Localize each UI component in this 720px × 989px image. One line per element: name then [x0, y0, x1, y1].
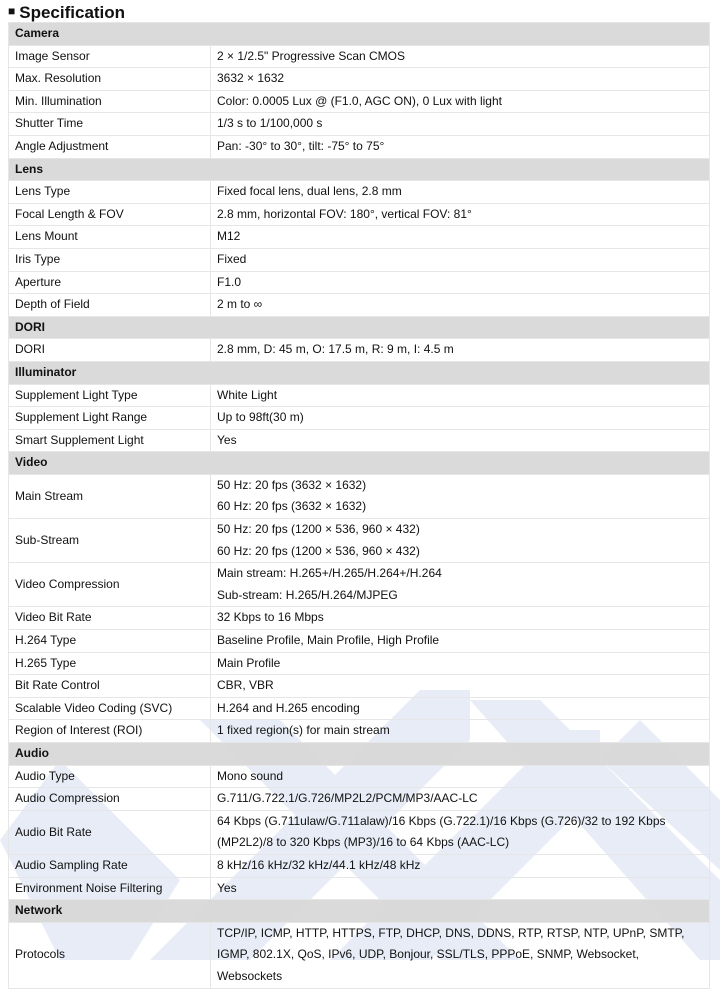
spec-value-line: Up to 98ft(30 m): [217, 410, 304, 425]
spec-value: [211, 810, 710, 854]
spec-value: [211, 113, 710, 136]
spec-label: Supplement Light Type: [9, 384, 211, 407]
section-title: Lens: [9, 158, 710, 181]
spec-value-line: 2.8 mm, horizontal FOV: 180°, vertical FOV: 81°: [217, 206, 472, 221]
spec-label: Video Compression: [9, 563, 211, 607]
title-text: Specification: [19, 3, 126, 22]
spec-value-line: 2.8 mm, D: 45 m, O: 17.5 m, R: 9 m, I: 4.5 m: [217, 342, 454, 357]
spec-label: Focal Length & FOV: [9, 203, 211, 226]
table-row: [9, 113, 710, 136]
spec-value-line: M12: [217, 229, 241, 244]
section-title: Illuminator: [9, 361, 710, 384]
spec-value-line: White Light: [217, 387, 278, 402]
spec-value-line: 32 Kbps to 16 Mbps: [217, 610, 324, 625]
spec-value: [211, 675, 710, 698]
table-row: [9, 877, 710, 900]
spec-value-line: Fixed: [217, 251, 247, 266]
table-row: [9, 429, 710, 452]
table-row: [9, 271, 710, 294]
spec-value: [211, 877, 710, 900]
spec-label: Audio Sampling Rate: [9, 854, 211, 877]
spec-value-line: Sub-stream: H.265/H.264/MJPEG: [217, 587, 398, 602]
spec-label: Bit Rate Control: [9, 675, 211, 698]
spec-label: Max. Resolution: [9, 68, 211, 91]
section-header-illuminator: [9, 361, 710, 384]
table-row: [9, 248, 710, 271]
spec-value-line: 3632 × 1632: [217, 71, 285, 86]
section-header-video: [9, 452, 710, 475]
spec-value: [211, 697, 710, 720]
spec-value-line: Main stream: H.265+/H.265/H.264+/H.264: [217, 566, 442, 581]
table-row: [9, 765, 710, 788]
spec-value: [211, 226, 710, 249]
spec-value: [211, 922, 710, 988]
spec-value-line: 2 m to ∞: [217, 297, 263, 312]
spec-label: Environment Noise Filtering: [9, 877, 211, 900]
spec-value: [211, 135, 710, 158]
spec-label: Aperture: [9, 271, 211, 294]
section-title: Camera: [9, 23, 710, 46]
table-row: [9, 788, 710, 811]
spec-value-line: 2 × 1/2.5" Progressive Scan CMOS: [217, 48, 406, 63]
spec-value-line: G.711/G.722.1/G.726/MP2L2/PCM/MP3/AAC-LC: [217, 791, 478, 806]
spec-value: [211, 248, 710, 271]
section-header-audio: [9, 743, 710, 766]
spec-value: [211, 90, 710, 113]
table-row: [9, 922, 710, 988]
spec-value: [211, 607, 710, 630]
spec-value-line: Websockets: [217, 968, 283, 983]
spec-value: [211, 203, 710, 226]
spec-label: Audio Type: [9, 765, 211, 788]
table-row: [9, 652, 710, 675]
spec-value: [211, 630, 710, 653]
table-row: [9, 607, 710, 630]
spec-value: [211, 68, 710, 91]
spec-value-line: IGMP, 802.1X, QoS, IPv6, UDP, Bonjour, SSL/TLS, PPPoE, SNMP, Websocket,: [217, 947, 639, 962]
table-row: [9, 68, 710, 91]
section-title: Video: [9, 452, 710, 475]
spec-value-line: H.264 and H.265 encoding: [217, 700, 360, 715]
spec-label: Video Bit Rate: [9, 607, 211, 630]
spec-label: H.265 Type: [9, 652, 211, 675]
table-row: [9, 226, 710, 249]
table-row: [9, 339, 710, 362]
table-row: [9, 384, 710, 407]
spec-value-line: 50 Hz: 20 fps (1200 × 536, 960 × 432): [217, 522, 420, 537]
spec-value: [211, 519, 710, 563]
spec-value-line: 1 fixed region(s) for main stream: [217, 723, 390, 738]
spec-label: Min. Illumination: [9, 90, 211, 113]
spec-label: Audio Bit Rate: [9, 810, 211, 854]
table-row: [9, 135, 710, 158]
spec-value-line: Color: 0.0005 Lux @ (F1.0, AGC ON), 0 Lux with light: [217, 93, 502, 108]
spec-table: [8, 22, 710, 989]
spec-label: Image Sensor: [9, 45, 211, 68]
spec-value-line: F1.0: [217, 274, 242, 289]
table-row: [9, 563, 710, 607]
spec-label: Smart Supplement Light: [9, 429, 211, 452]
section-title: Network: [9, 900, 710, 923]
table-row: [9, 675, 710, 698]
table-row: [9, 720, 710, 743]
table-row: [9, 45, 710, 68]
spec-label: Protocols: [9, 922, 211, 988]
spec-value: [211, 720, 710, 743]
table-row: [9, 90, 710, 113]
spec-value-line: Pan: -30° to 30°, tilt: -75° to 75°: [217, 138, 385, 153]
spec-label: Shutter Time: [9, 113, 211, 136]
table-row: [9, 697, 710, 720]
spec-value: [211, 474, 710, 518]
spec-value: [211, 854, 710, 877]
spec-value: [211, 384, 710, 407]
spec-label: Angle Adjustment: [9, 135, 211, 158]
spec-value: [211, 563, 710, 607]
spec-value-line: 1/3 s to 1/100,000 s: [217, 116, 323, 131]
section-title: Audio: [9, 743, 710, 766]
spec-label: Iris Type: [9, 248, 211, 271]
spec-value-line: Main Profile: [217, 655, 281, 670]
table-row: [9, 810, 710, 854]
spec-value: [211, 407, 710, 430]
spec-label: Lens Type: [9, 181, 211, 204]
spec-value-line: Fixed focal lens, dual lens, 2.8 mm: [217, 184, 402, 199]
spec-value-line: Mono sound: [217, 768, 284, 783]
section-header-lens: [9, 158, 710, 181]
table-row: [9, 630, 710, 653]
table-row: [9, 294, 710, 317]
spec-label: Lens Mount: [9, 226, 211, 249]
spec-label: Region of Interest (ROI): [9, 720, 211, 743]
spec-label: Main Stream: [9, 474, 211, 518]
spec-value-line: Yes: [217, 432, 237, 447]
section-header-camera: [9, 23, 710, 46]
spec-label: Supplement Light Range: [9, 407, 211, 430]
spec-value: [211, 181, 710, 204]
spec-value-line: 8 kHz/16 kHz/32 kHz/44.1 kHz/48 kHz: [217, 857, 421, 872]
table-row: [9, 407, 710, 430]
spec-value: [211, 429, 710, 452]
spec-label: Depth of Field: [9, 294, 211, 317]
spec-value: [211, 652, 710, 675]
spec-value-line: 60 Hz: 20 fps (1200 × 536, 960 × 432): [217, 543, 420, 558]
spec-value-line: (MP2L2)/8 to 320 Kbps (MP3)/16 to 64 Kbps (AAC-LC): [217, 835, 510, 850]
spec-label: Scalable Video Coding (SVC): [9, 697, 211, 720]
spec-value: [211, 339, 710, 362]
spec-value: [211, 294, 710, 317]
spec-label: H.264 Type: [9, 630, 211, 653]
section-header-dori: [9, 316, 710, 339]
table-row: [9, 474, 710, 518]
table-row: [9, 203, 710, 226]
spec-value-line: TCP/IP, ICMP, HTTP, HTTPS, FTP, DHCP, DNS, DDNS, RTP, RTSP, NTP, UPnP, SMTP,: [217, 925, 685, 940]
table-row: [9, 181, 710, 204]
spec-value-line: 50 Hz: 20 fps (3632 × 1632): [217, 477, 367, 492]
spec-value: [211, 788, 710, 811]
section-header-network: [9, 900, 710, 923]
spec-value: [211, 45, 710, 68]
spec-label: Sub-Stream: [9, 519, 211, 563]
page-title: ■ Specification: [8, 3, 126, 22]
spec-value-line: Baseline Profile, Main Profile, High Profile: [217, 633, 440, 648]
table-row: [9, 854, 710, 877]
spec-value-line: Yes: [217, 880, 237, 895]
table-row: [9, 519, 710, 563]
spec-value-line: CBR, VBR: [217, 678, 274, 693]
spec-label: DORI: [9, 339, 211, 362]
section-title: DORI: [9, 316, 710, 339]
spec-value-line: 64 Kbps (G.711ulaw/G.711alaw)/16 Kbps (G.722.1)/16 Kbps (G.726)/32 to 192 Kbps: [217, 813, 666, 828]
spec-value: [211, 271, 710, 294]
spec-label: Audio Compression: [9, 788, 211, 811]
spec-value: [211, 765, 710, 788]
spec-value-line: 60 Hz: 20 fps (3632 × 1632): [217, 499, 367, 514]
